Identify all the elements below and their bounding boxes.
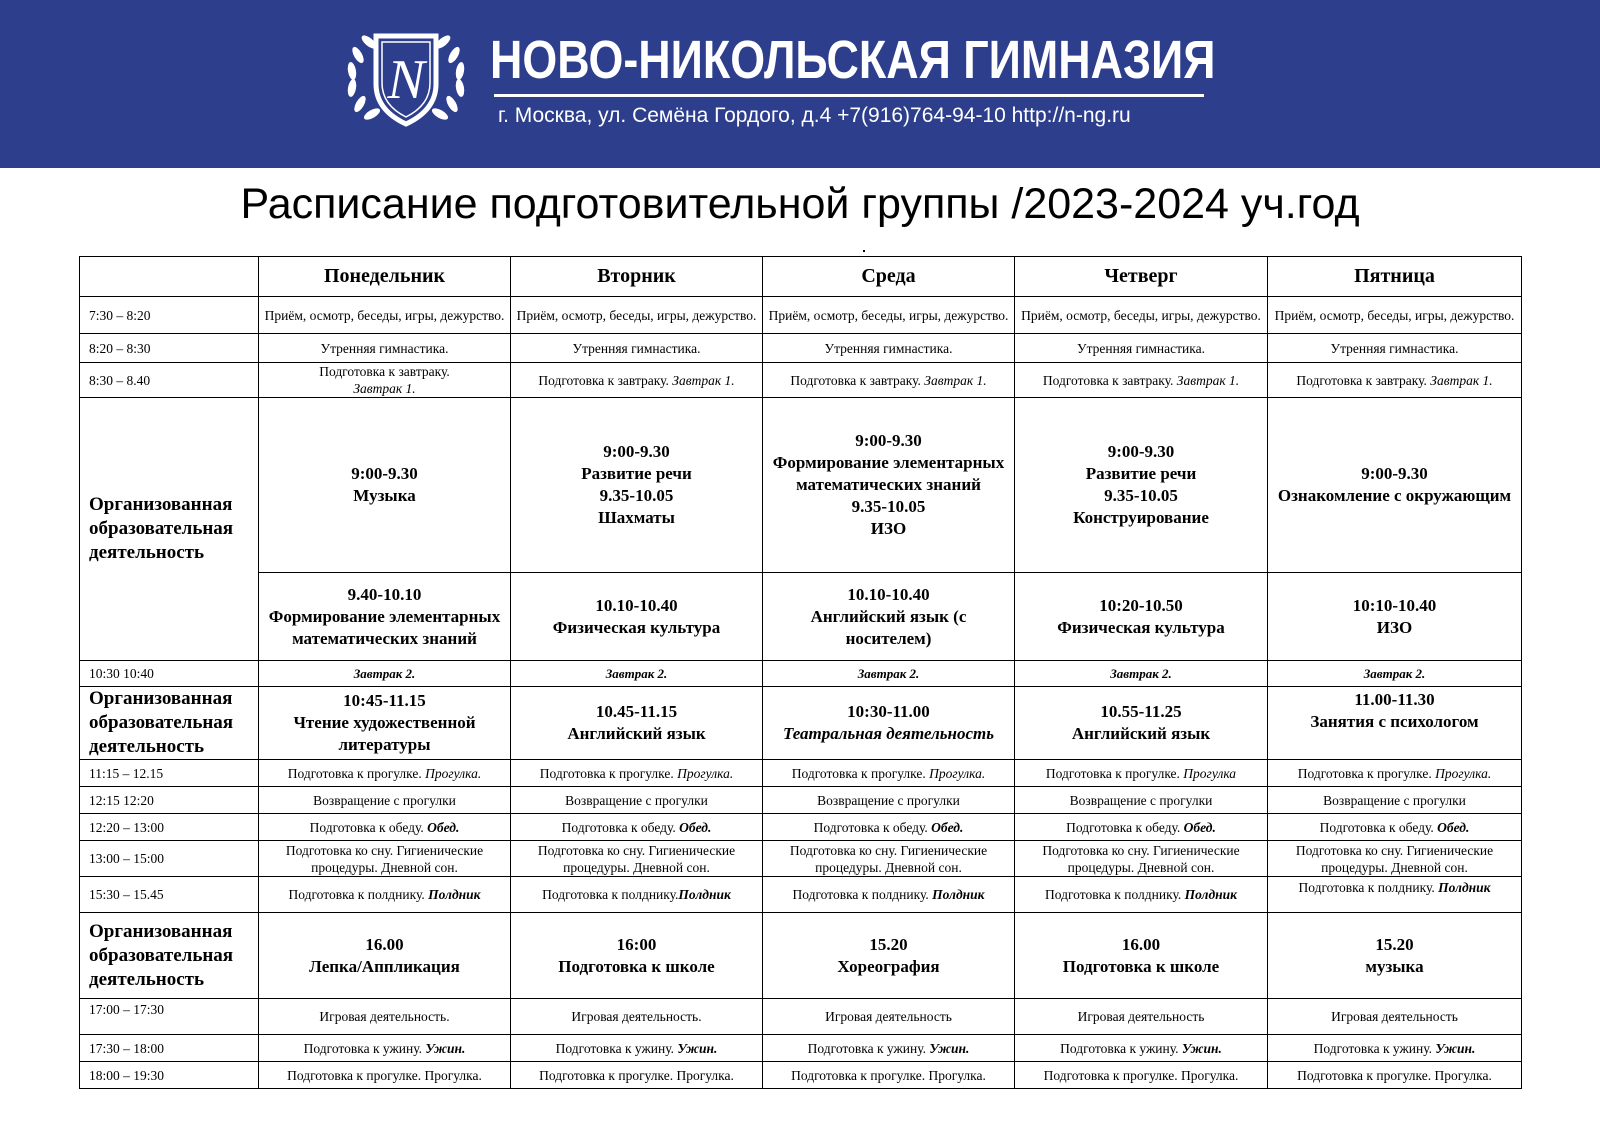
school-address: г. Москва, ул. Семёна Гордого, д.4 +7(916)764-94-10 http://n-ng.ru	[498, 104, 1131, 127]
stray-dot	[863, 250, 865, 252]
brand-divider	[494, 94, 1204, 97]
cell-text-bold-italic: Полдник	[678, 887, 731, 902]
cell-text: Подготовка к полднику.	[542, 887, 679, 902]
cell-text: Подготовка к ужину.	[1060, 1040, 1179, 1056]
activity-time: 10:30-11.00	[847, 702, 930, 721]
schedule-cell: Утренняя гимнастика.	[1268, 334, 1522, 363]
time-cell: 7:30 – 8:20	[80, 297, 259, 334]
table-row	[80, 1035, 1522, 1062]
activity-name: Английский язык	[567, 724, 706, 743]
schedule-table	[79, 256, 1522, 1089]
schedule-cell	[511, 1035, 763, 1062]
schedule-cell: Завтрак 2.	[511, 661, 763, 687]
schedule-cell: Подготовка ко сну. Гигиенические процедуры. Дневной сон.	[511, 841, 763, 877]
activity-name: Ознакомление с окружающим	[1277, 486, 1512, 505]
activity-cell	[1268, 398, 1522, 573]
activity-cell	[259, 573, 511, 661]
activity-cell	[511, 687, 763, 760]
activity-name: Английский язык (с носителем)	[810, 606, 967, 648]
cell-text-italic: Прогулка	[1183, 765, 1237, 781]
schedule-cell	[1268, 877, 1522, 913]
schedule-cell	[259, 760, 511, 787]
activity-time: 9.35-10.05	[599, 486, 674, 505]
cell-text-bold-italic: Полдник	[932, 887, 985, 902]
schedule-cell: Игровая деятельность.	[259, 999, 511, 1035]
activity-time: 16.00	[1121, 934, 1161, 954]
schedule-cell	[259, 1035, 511, 1062]
table-row	[80, 841, 1522, 877]
schedule-cell: Приём, осмотр, беседы, игры, дежурство.	[511, 297, 763, 334]
cell-text-italic: Прогулка.	[1435, 765, 1492, 781]
time-cell: 8:30 – 8.40	[80, 363, 259, 398]
cell-text: Подготовка к ужину.	[1313, 1040, 1433, 1056]
table-row	[80, 363, 1522, 398]
cell-text: Подготовка к полднику.	[1298, 880, 1435, 895]
day-header: Пятница	[1268, 257, 1522, 297]
activity-name: Музыка	[353, 486, 416, 505]
activity-label: Организованная образовательная деятельность	[80, 913, 259, 999]
schedule-cell	[763, 814, 1015, 841]
table-row	[80, 814, 1522, 841]
activity-time: 10:10-10.40	[1352, 595, 1437, 615]
activity-time: 10.55-11.25	[1100, 702, 1182, 721]
cell-text: Подготовка к полднику.	[288, 887, 425, 902]
cell-text: Подготовка к обеду.	[561, 819, 676, 835]
activity-name: Английский язык	[1071, 724, 1211, 743]
schedule-cell	[1268, 363, 1522, 398]
cell-text-bold-italic: Обед.	[679, 819, 712, 835]
schedule-cell: Утренняя гимнастика.	[511, 334, 763, 363]
cell-text-bold-italic: Ужин.	[929, 1040, 970, 1056]
header-row	[80, 257, 1522, 297]
activity-cell	[511, 913, 763, 999]
time-cell: 17:30 – 18:00	[80, 1035, 259, 1062]
cell-text-bold-italic: Обед.	[427, 819, 460, 835]
cell-text: Подготовка к ужину.	[555, 1040, 675, 1056]
cell-text-bold-italic: Полдник	[1438, 880, 1491, 895]
table-row	[80, 1062, 1522, 1089]
activity-time: 10:20-10.50	[1099, 595, 1183, 615]
time-cell: 15:30 – 15.45	[80, 877, 259, 913]
schedule-cell: Возвращение с прогулки	[763, 787, 1015, 814]
activity-time: 16.00	[365, 934, 404, 954]
activity-name: Лепка/Аппликация	[309, 956, 460, 976]
activity-name: Занятия с психологом	[1310, 712, 1479, 731]
activity-name: Физическая культура	[1057, 617, 1225, 637]
day-header: Среда	[763, 257, 1015, 297]
logo-letter: N	[387, 49, 425, 111]
schedule-cell: Игровая деятельность	[1268, 999, 1522, 1035]
table-row	[80, 760, 1522, 787]
cell-text: Подготовка к прогулке.	[791, 765, 926, 781]
activity-cell	[259, 913, 511, 999]
cell-text-bold-italic: Полдник	[428, 887, 481, 902]
table-row	[80, 913, 1522, 999]
cell-text-italic: Завтрак 1.	[924, 372, 987, 388]
schedule-cell: Возвращение с прогулки	[511, 787, 763, 814]
activity-cell	[763, 687, 1015, 760]
schedule-cell	[763, 760, 1015, 787]
cell-text: Подготовка к завтраку.	[319, 364, 450, 379]
schedule-cell	[259, 363, 511, 398]
activity-time: 9.35-10.05	[851, 497, 926, 516]
schedule-cell: Подготовка ко сну. Гигиенические процедуры. Дневной сон.	[1268, 841, 1522, 877]
activity-cell	[1015, 687, 1268, 760]
schedule-cell: Утренняя гимнастика.	[763, 334, 1015, 363]
activity-cell	[1268, 573, 1522, 661]
header-banner	[0, 0, 1600, 168]
cell-text: Подготовка к прогулке.	[1045, 765, 1180, 781]
activity-name: Развитие речи	[1085, 464, 1197, 483]
schedule-cell: Утренняя гимнастика.	[259, 334, 511, 363]
activity-cell	[1015, 913, 1268, 999]
activity-time: 9:00-9.30	[351, 464, 418, 483]
schedule-cell: Завтрак 2.	[763, 661, 1015, 687]
time-cell: 10:30 10:40	[80, 661, 259, 687]
cell-text-bold-italic: Ужин.	[425, 1040, 466, 1056]
schedule-cell	[259, 814, 511, 841]
activity-time: 10:45-11.15	[343, 691, 426, 710]
schedule-cell: Подготовка ко сну. Гигиенические процедуры. Дневной сон.	[1015, 841, 1268, 877]
schedule-cell: Приём, осмотр, беседы, игры, дежурство.	[1268, 297, 1522, 334]
table-row	[80, 877, 1522, 913]
activity-name: ИЗО	[870, 519, 907, 538]
activity-time: 9.40-10.10	[347, 584, 422, 604]
activity-name: Хореография	[837, 956, 940, 976]
schedule-cell	[511, 363, 763, 398]
table-row	[80, 334, 1522, 363]
schedule-cell: Утренняя гимнастика.	[1015, 334, 1268, 363]
activity-cell	[259, 398, 511, 573]
activity-name: Чтение художественной литературы	[293, 713, 476, 754]
activity-cell	[1015, 573, 1268, 661]
cell-text: Подготовка к завтраку.	[1296, 372, 1427, 388]
time-cell: 13:00 – 15:00	[80, 841, 259, 877]
activity-name: Физическая культура	[552, 617, 721, 637]
activity-cell	[763, 573, 1015, 661]
cell-text: Подготовка к обеду.	[813, 819, 928, 835]
cell-text: Подготовка к прогулке.	[539, 765, 674, 781]
activity-label: Организованная образовательная деятельность	[80, 398, 259, 661]
cell-text: Подготовка к полднику.	[1044, 887, 1182, 902]
schedule-cell	[1268, 1035, 1522, 1062]
corner-cell	[80, 257, 259, 297]
cell-text-bold-italic: Обед.	[1183, 819, 1216, 835]
activity-name: Конструирование	[1073, 508, 1209, 527]
schedule-cell: Приём, осмотр, беседы, игры, дежурство.	[1015, 297, 1268, 334]
schedule-cell	[1268, 814, 1522, 841]
schedule-cell: Возвращение с прогулки	[1015, 787, 1268, 814]
activity-time: 9:00-9.30	[1361, 464, 1428, 483]
activity-time: 11.00-11.30	[1354, 690, 1435, 709]
day-header: Понедельник	[259, 257, 511, 297]
schedule-cell	[1015, 1035, 1268, 1062]
activity-name: музыка	[1365, 956, 1424, 976]
day-header: Четверг	[1015, 257, 1268, 297]
schedule-cell: Подготовка к прогулке. Прогулка.	[1015, 1062, 1268, 1089]
schedule-cell: Приём, осмотр, беседы, игры, дежурство.	[763, 297, 1015, 334]
cell-text-bold-italic: Ужин.	[677, 1040, 718, 1056]
schedule-cell	[511, 814, 763, 841]
cell-text: Подготовка к ужину.	[303, 1040, 423, 1056]
activity-cell	[511, 573, 763, 661]
schedule-cell: Игровая деятельность.	[511, 999, 763, 1035]
schedule-cell	[763, 877, 1015, 913]
day-header: Вторник	[511, 257, 763, 297]
cell-text: Подготовка к обеду.	[309, 819, 424, 835]
schedule-cell	[763, 363, 1015, 398]
table-row	[80, 661, 1522, 687]
time-cell: 17:00 – 17:30	[80, 999, 259, 1035]
schedule-cell: Подготовка ко сну. Гигиенические процедуры. Дневной сон.	[259, 841, 511, 877]
cell-text-bold-italic: Полдник	[1184, 887, 1237, 902]
schedule-cell	[1268, 760, 1522, 787]
cell-text-italic: Завтрак 1.	[672, 372, 735, 388]
schedule-cell	[511, 760, 763, 787]
cell-text: Подготовка к обеду.	[1066, 819, 1181, 835]
activity-name: ИЗО	[1376, 617, 1413, 637]
table-row	[80, 787, 1522, 814]
table-row	[80, 687, 1522, 760]
cell-text-italic: Прогулка.	[425, 765, 482, 781]
schedule-cell: Завтрак 2.	[1268, 661, 1522, 687]
activity-name: Театральная деятельность	[782, 724, 995, 743]
table-row	[80, 398, 1522, 573]
activity-cell	[1015, 398, 1268, 573]
schedule-cell	[763, 1035, 1015, 1062]
time-cell: 11:15 – 12.15	[80, 760, 259, 787]
table-row	[80, 999, 1522, 1035]
cell-text-italic: Прогулка.	[677, 765, 734, 781]
activity-cell	[511, 398, 763, 573]
schedule-cell: Подготовка к прогулке. Прогулка.	[1268, 1062, 1522, 1089]
activity-label: Организованная образовательная деятельность	[80, 687, 259, 760]
cell-text: Подготовка к прогулке.	[1297, 765, 1432, 781]
activity-time: 10.10-10.40	[847, 584, 930, 604]
activity-time: 9:00-9.30	[1107, 442, 1175, 461]
time-cell: 18:00 – 19:30	[80, 1062, 259, 1089]
schedule-cell: Завтрак 2.	[1015, 661, 1268, 687]
cell-text-italic: Завтрак 1.	[1430, 372, 1493, 388]
activity-name: Развитие речи	[581, 464, 692, 483]
activity-time: 10.10-10.40	[595, 595, 678, 615]
cell-text-bold-italic: Обед.	[1437, 819, 1470, 835]
table-row	[80, 297, 1522, 334]
page-title: Расписание подготовительной группы /2023-2024 уч.год	[240, 180, 1360, 228]
cell-text-italic: Завтрак 1.	[1176, 372, 1240, 388]
laurel-shield-logo-icon	[338, 26, 474, 130]
activity-time: 9.35-10.05	[1104, 486, 1178, 505]
activity-cell	[763, 913, 1015, 999]
time-cell: 12:20 – 13:00	[80, 814, 259, 841]
schedule-cell: Завтрак 2.	[259, 661, 511, 687]
schedule-cell: Игровая деятельность	[1015, 999, 1268, 1035]
activity-cell	[1268, 913, 1522, 999]
schedule-cell	[1015, 814, 1268, 841]
cell-text: Подготовка к завтраку.	[538, 372, 669, 388]
cell-text-bold-italic: Ужин.	[1181, 1040, 1222, 1056]
cell-text-italic: Прогулка.	[929, 765, 986, 781]
schedule-cell	[511, 877, 763, 913]
activity-name: Формирование элементарных математических знаний	[268, 606, 501, 648]
cell-text-italic: Завтрак 1.	[353, 381, 416, 396]
table-row	[80, 573, 1522, 661]
time-cell: 12:15 12:20	[80, 787, 259, 814]
schedule-cell: Приём, осмотр, беседы, игры, дежурство.	[259, 297, 511, 334]
activity-time: 9:00-9.30	[855, 431, 922, 450]
activity-time: 9:00-9.30	[603, 442, 670, 461]
cell-text: Подготовка к завтраку.	[790, 372, 921, 388]
activity-cell	[259, 687, 511, 760]
schedule-cell: Игровая деятельность	[763, 999, 1015, 1035]
schedule-cell	[1015, 760, 1268, 787]
schedule-cell: Подготовка к прогулке. Прогулка.	[763, 1062, 1015, 1089]
schedule-cell: Возвращение с прогулки	[1268, 787, 1522, 814]
activity-name: Формирование элементарных математических знаний	[772, 453, 1005, 494]
school-name: НОВО-НИКОЛЬСКАЯ ГИМНАЗИЯ	[490, 30, 1216, 90]
cell-text-bold-italic: Обед.	[931, 819, 964, 835]
activity-cell	[763, 398, 1015, 573]
time-cell: 8:20 – 8:30	[80, 334, 259, 363]
activity-name: Подготовка к школе	[1062, 956, 1220, 976]
activity-name: Подготовка к школе	[558, 956, 715, 976]
schedule-cell	[1015, 877, 1268, 913]
cell-text: Подготовка к обеду.	[1319, 819, 1434, 835]
cell-text: Подготовка к полднику.	[792, 887, 929, 902]
schedule-cell	[1015, 363, 1268, 398]
cell-text-bold-italic: Ужин.	[1435, 1040, 1476, 1056]
activity-time: 15.20	[869, 934, 908, 954]
cell-text: Подготовка к прогулке.	[287, 765, 422, 781]
activity-cell	[1268, 687, 1522, 760]
schedule-cell: Возвращение с прогулки	[259, 787, 511, 814]
activity-name: Шахматы	[598, 508, 675, 527]
schedule-cell: Подготовка к прогулке. Прогулка.	[259, 1062, 511, 1089]
schedule-cell	[259, 877, 511, 913]
schedule-cell: Подготовка ко сну. Гигиенические процедуры. Дневной сон.	[763, 841, 1015, 877]
cell-text: Подготовка к завтраку.	[1042, 372, 1174, 388]
cell-text: Подготовка к ужину.	[807, 1040, 927, 1056]
activity-time: 15.20	[1375, 934, 1414, 954]
activity-time: 10.45-11.15	[595, 702, 678, 721]
schedule-cell: Подготовка к прогулке. Прогулка.	[511, 1062, 763, 1089]
activity-time: 16:00	[616, 934, 657, 954]
